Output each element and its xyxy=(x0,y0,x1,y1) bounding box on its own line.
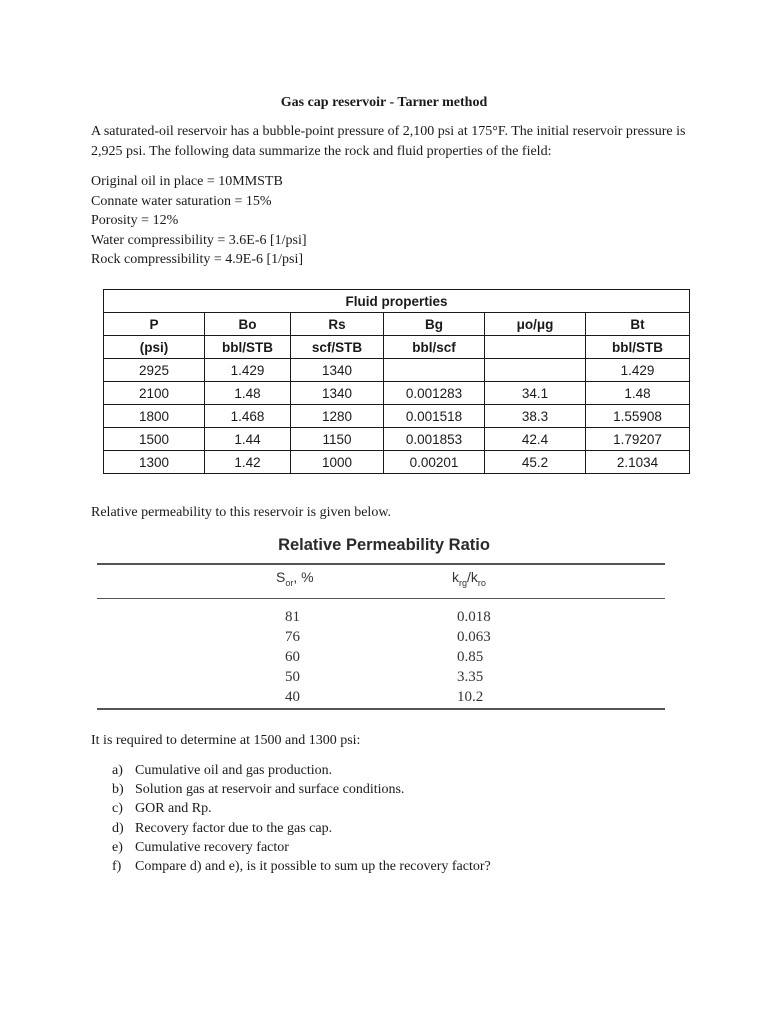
table-caption: Fluid properties xyxy=(104,290,690,313)
column-unit: bbl/STB xyxy=(205,336,291,359)
question-list xyxy=(112,761,491,876)
table-row xyxy=(104,451,690,474)
list-item xyxy=(112,857,491,876)
relperm-intro: Relative permeability to this reservoir is given below. xyxy=(91,505,392,520)
table-cell: 2.1034 xyxy=(586,451,690,474)
so-value: 81 xyxy=(285,609,300,625)
list-item xyxy=(112,761,491,780)
kr-ratio-value: 0.85 xyxy=(457,649,484,665)
item-letter: f) xyxy=(112,859,122,875)
table-row xyxy=(104,405,690,428)
table-header-row xyxy=(104,313,690,336)
table-cell: 34.1 xyxy=(485,382,586,405)
property-item: Connate water saturation = 15% xyxy=(91,193,272,209)
table-cell: 1500 xyxy=(104,428,205,451)
kr-ratio-value: 0.063 xyxy=(457,629,491,645)
table-cell: 1300 xyxy=(104,451,205,474)
requirement-intro: It is required to determine at 1500 and 1300 psi: xyxy=(91,733,361,748)
column-unit: scf/STB xyxy=(291,336,384,359)
table-cell: 1.48 xyxy=(205,382,291,405)
table-cell: 1280 xyxy=(291,405,384,428)
table-cell xyxy=(485,359,586,382)
table-cell xyxy=(384,359,485,382)
table-cell: 1.79207 xyxy=(586,428,690,451)
item-text: Recovery factor due to the gas cap. xyxy=(135,820,333,836)
kr-ratio-values-column xyxy=(457,607,491,707)
kr-ratio-value: 0.018 xyxy=(457,609,491,625)
table-cell: 42.4 xyxy=(485,428,586,451)
table-cell: 1.468 xyxy=(205,405,291,428)
item-text: Solution gas at reservoir and surface conditions. xyxy=(135,782,405,798)
kr-ratio-value: 10.2 xyxy=(457,689,484,705)
item-letter: d) xyxy=(112,820,124,836)
item-letter: e) xyxy=(112,839,123,855)
table-cell: 1.48 xyxy=(586,382,690,405)
column-header: μo/μg xyxy=(485,313,586,336)
fluid-properties-table xyxy=(103,289,690,474)
table-caption-row xyxy=(104,290,690,313)
table-cell: 1.44 xyxy=(205,428,291,451)
table-cell: 1800 xyxy=(104,405,205,428)
table-cell: 2925 xyxy=(104,359,205,382)
so-value: 60 xyxy=(285,649,300,665)
column-header: Bo xyxy=(205,313,291,336)
table-top-rule xyxy=(97,563,665,565)
item-text: Cumulative recovery factor xyxy=(135,839,289,855)
property-item: Original oil in place = 10MMSTB xyxy=(91,174,283,189)
relperm-title: Relative Permeability Ratio xyxy=(278,536,490,554)
item-letter: a) xyxy=(112,763,123,778)
kr-ratio-value: 3.35 xyxy=(457,669,484,685)
item-letter: c) xyxy=(112,801,123,817)
column-header: Bg xyxy=(384,313,485,336)
table-cell: 0.001518 xyxy=(384,405,485,428)
table-cell: 1.42 xyxy=(205,451,291,474)
table-cell: 0.001853 xyxy=(384,428,485,451)
table-cell: 1.429 xyxy=(586,359,690,382)
table-cell: 38.3 xyxy=(485,405,586,428)
table-cell: 1150 xyxy=(291,428,384,451)
item-text: Compare d) and e), is it possible to sum up the recovery factor? xyxy=(135,859,491,875)
table-cell: 1340 xyxy=(291,359,384,382)
document-title: Gas cap reservoir - Tarner method xyxy=(280,95,488,110)
table-cell: 45.2 xyxy=(485,451,586,474)
table-row xyxy=(104,428,690,451)
table-cell: 1340 xyxy=(291,382,384,405)
table-units-row xyxy=(104,336,690,359)
property-item: Rock compressibility = 4.9E-6 [1/psi] xyxy=(91,252,304,267)
item-text: GOR and Rp. xyxy=(135,801,212,817)
so-value: 50 xyxy=(285,669,300,685)
table-row xyxy=(104,359,690,382)
item-text: Cumulative oil and gas production. xyxy=(135,763,333,778)
so-value: 40 xyxy=(285,689,300,705)
table-cell: 0.001283 xyxy=(384,382,485,405)
list-item xyxy=(112,819,491,838)
column-header: P xyxy=(104,313,205,336)
table-row xyxy=(104,382,690,405)
table-header-rule xyxy=(97,598,665,599)
table-cell: 1000 xyxy=(291,451,384,474)
table-cell: 1.55908 xyxy=(586,405,690,428)
property-list xyxy=(91,172,691,270)
intro-paragraph: A saturated-oil reservoir has a bubble-point pressure of 2,100 psi at 175°F. The initial reservoir pressure is 2,925 psi. The following data summarize the rock and fluid properties of the field: xyxy=(91,124,686,159)
column-unit xyxy=(485,336,586,359)
list-item xyxy=(112,780,491,799)
list-item xyxy=(112,838,491,857)
table-cell: 1.429 xyxy=(205,359,291,382)
so-column-header: $S_{or}$, % xyxy=(276,569,314,588)
table-bottom-rule xyxy=(97,708,665,710)
column-unit: bbl/STB xyxy=(586,336,690,359)
list-item xyxy=(112,799,491,818)
column-unit: (psi) xyxy=(104,336,205,359)
table-cell: 2100 xyxy=(104,382,205,405)
kr-ratio-column-header: $k_{rg}/k_{ro}$ xyxy=(452,569,486,588)
column-unit: bbl/scf xyxy=(384,336,485,359)
column-header: Rs xyxy=(291,313,384,336)
column-header: Bt xyxy=(586,313,690,336)
property-item: Porosity = 12% xyxy=(91,213,179,228)
so-value: 76 xyxy=(285,629,300,645)
property-item: Water compressibility = 3.6E-6 [1/psi] xyxy=(91,232,307,248)
item-letter: b) xyxy=(112,782,124,798)
so-values-column xyxy=(285,607,300,707)
table-cell: 0.00201 xyxy=(384,451,485,474)
